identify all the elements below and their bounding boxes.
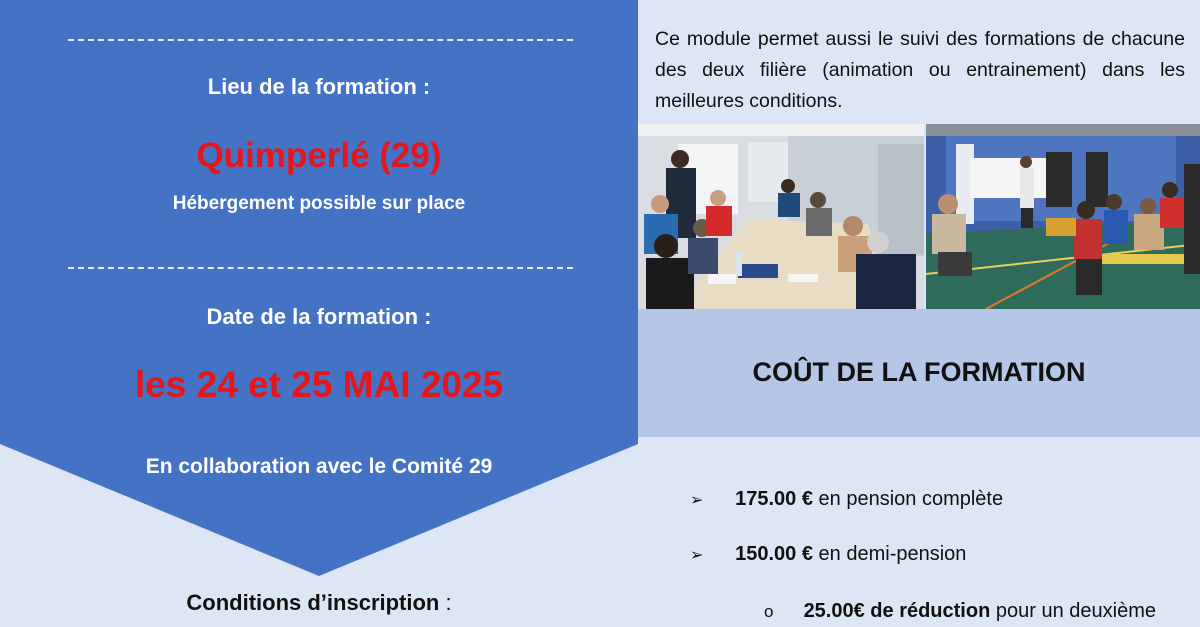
- divider-top: [68, 39, 573, 41]
- arrow-bullet-icon: ➢: [690, 492, 704, 509]
- module-paragraph: Ce module permet aussi le suivi des formations de chacune des deux filière (animation ou entrainement) dans les meilleures conditions.: [655, 28, 1185, 112]
- gym-photo: [926, 124, 1200, 309]
- lieu-value: Quimperlé (29): [196, 136, 442, 175]
- conditions-heading: [0, 590, 638, 616]
- price-item-demi-pension: [690, 543, 966, 566]
- cost-body-panel: [638, 437, 1200, 627]
- collaboration-text: En collaboration avec le Comité 29: [145, 455, 493, 478]
- circle-bullet-icon: o: [764, 602, 774, 621]
- classroom-photo: [638, 124, 924, 309]
- hebergement-note: Hébergement possible sur place: [172, 193, 466, 214]
- price-text: en pension complète: [812, 488, 1004, 510]
- cost-title: COÛT DE LA FORMATION: [752, 357, 1086, 387]
- divider-middle: [68, 267, 573, 269]
- arrow-bullet-icon: ➢: [690, 547, 704, 564]
- price-text: en demi-pension: [812, 543, 967, 565]
- price-amount: 150.00 €: [735, 543, 813, 565]
- reduction-item: [764, 600, 1156, 623]
- date-label: Date de la formation :: [206, 304, 432, 329]
- price-item-pension-complete: [690, 488, 1003, 511]
- price-amount: 175.00 €: [735, 488, 813, 510]
- conditions-label: Conditions d’inscription: [186, 590, 440, 615]
- date-value: les 24 et 25 MAI 2025: [134, 364, 504, 405]
- lieu-label: Lieu de la formation :: [207, 74, 431, 99]
- conditions-suffix: :: [439, 590, 452, 615]
- reduction-text: pour un deuxième: [990, 600, 1156, 622]
- reduction-amount: 25.00€ de réduction: [803, 600, 991, 622]
